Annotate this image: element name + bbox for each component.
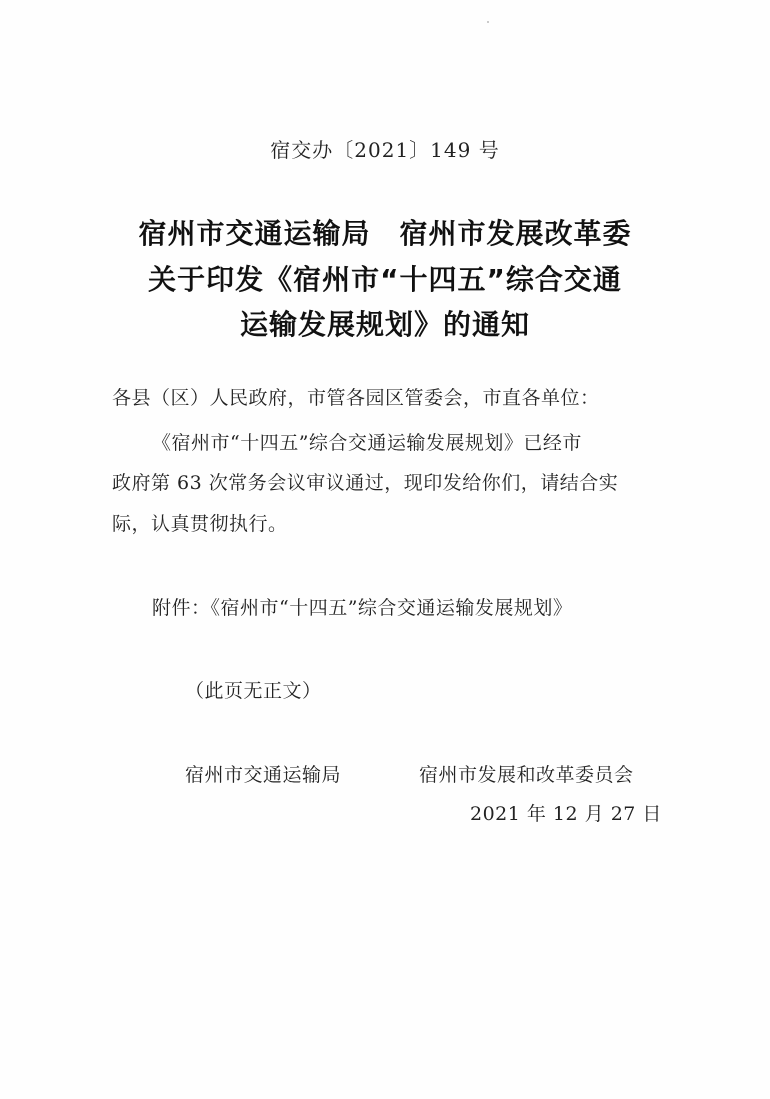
body-line-2: 政府第 63 次常务会议审议通过，现印发给你们，请结合实	[112, 472, 619, 494]
body-line-1: 《宿州市“十四五”综合交通运输发展规划》已经市	[152, 432, 582, 454]
issuer-transport-bureau: 宿州市交通运输局	[185, 764, 342, 786]
title-line-1: 宿州市交通运输局 宿州市发展改革委	[138, 217, 632, 250]
body-line-3: 际，认真贯彻执行。	[112, 513, 288, 535]
issuer-development-commission: 宿州市发展和改革委员会	[419, 764, 634, 786]
attachment-line: 附件：《宿州市“十四五”综合交通运输发展规划》	[152, 597, 573, 619]
issue-date: 2021 年 12 月 27 日	[470, 803, 662, 825]
scan-speck	[487, 21, 489, 23]
title-line-2: 关于印发《宿州市“十四五”综合交通	[148, 263, 622, 296]
document-number: 宿交办〔2021〕149 号	[270, 138, 500, 162]
title-line-3: 运输发展规划》的通知	[239, 308, 530, 341]
salutation: 各县（区）人民政府，市管各园区管委会，市直各单位：	[112, 387, 600, 409]
no-text-note: （此页无正文）	[185, 680, 322, 702]
